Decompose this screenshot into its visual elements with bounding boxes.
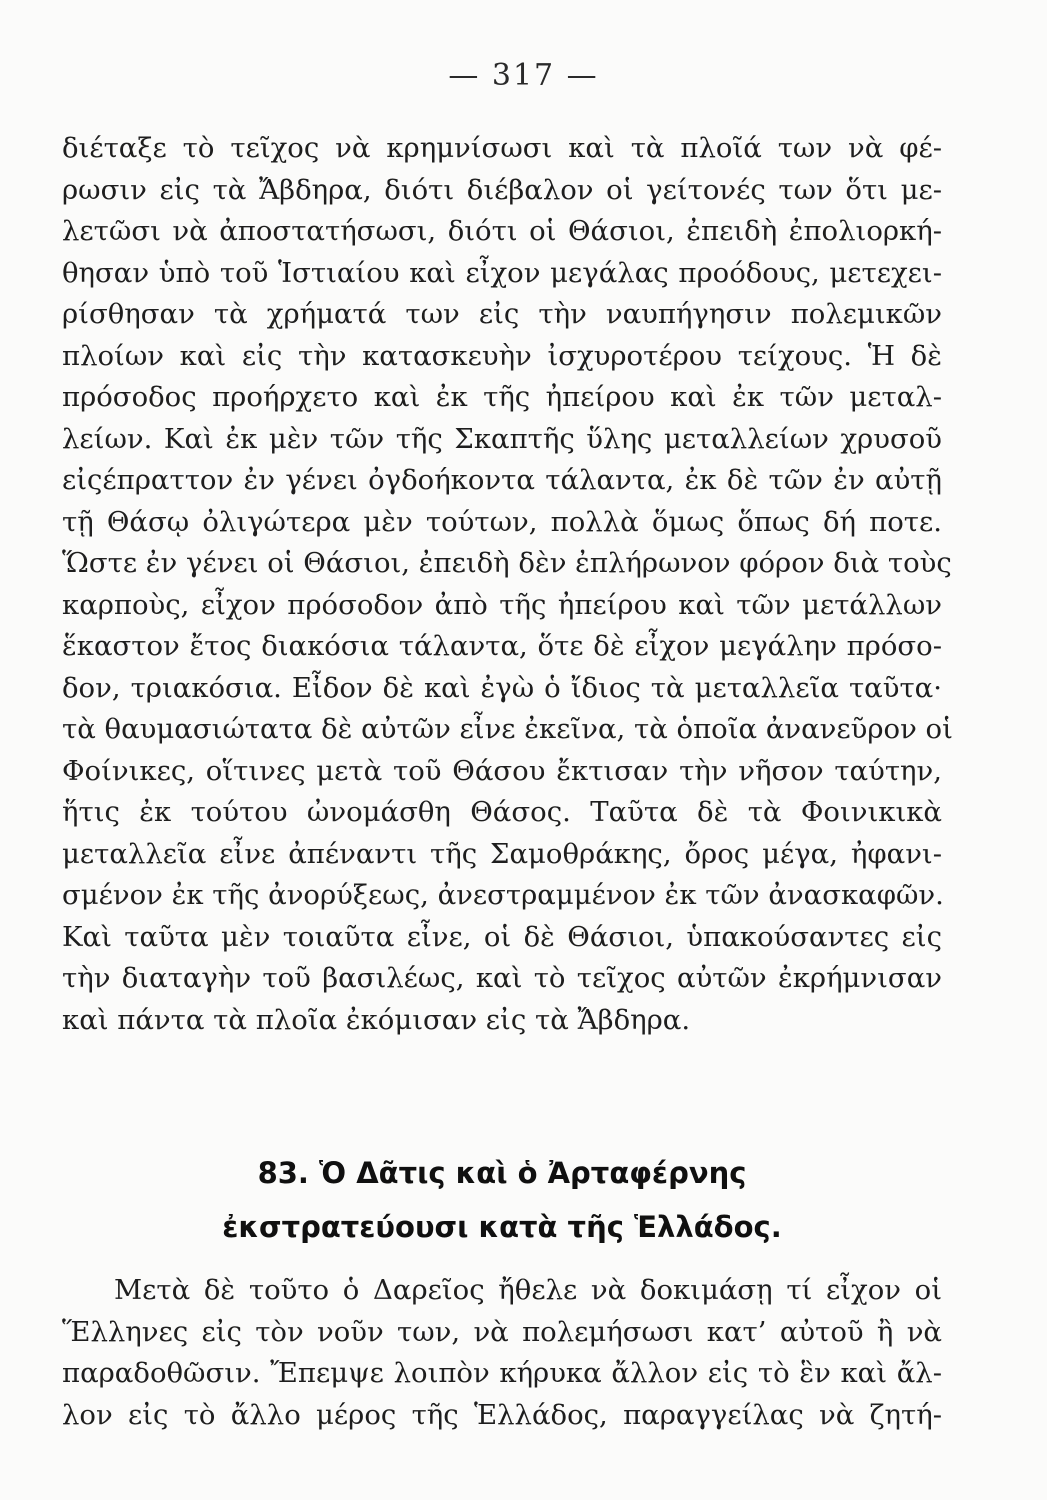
text-line: ἕκαστον ἔτος διακόσια τάλαντα, ὅτε δὲ εἶχον μεγάλην πρόσο- — [62, 630, 942, 662]
paragraph-1 — [62, 128, 953, 1041]
text-line: Καὶ ταῦτα μὲν τοιαῦτα εἶνε, οἱ δὲ Θάσιοι, ὑπακούσαντες εἰς — [62, 920, 942, 953]
text-line: λον εἰς τὸ ἄλλο μέρος τῆς Ἑλλάδος, παραγγείλας νὰ ζητή- — [62, 1398, 942, 1431]
text-line: θησαν ὑπὸ τοῦ Ἱστιαίου καὶ εἶχον μεγάλας προόδους, μετεχει- — [62, 256, 942, 289]
section-heading-line-2: ἐκστρατεύουσι κατὰ τῆς Ἑλλάδος. — [222, 1210, 782, 1244]
text-line: Μετὰ δὲ τοῦτο ὁ Δαρεῖος ἤθελε νὰ δοκιμάσῃ τί εἶχον οἱ — [114, 1274, 942, 1306]
text-line: δον, τριακόσια. Εἶδον δὲ καὶ ἐγὼ ὁ ἴδιος τὰ μεταλλεῖα ταῦτα· — [62, 671, 942, 704]
text-line: ρίσθησαν τὰ χρήματά των εἰς τὴν ναυπήγησιν πολεμικῶν — [62, 298, 942, 330]
text-line: ρωσιν εἰς τὰ Ἄβδηρα, διότι διέβαλον οἱ γείτονές των ὅτι με- — [62, 173, 942, 206]
text-line: Ἕλληνες εἰς τὸν νοῦν των, νὰ πολεμήσωσι κατ’ αὐτοῦ ἢ νὰ — [62, 1315, 942, 1348]
text-line: Ὥστε ἐν γένει οἱ Θάσιοι, ἐπειδὴ δὲν ἐπλήρωνον φόρον διὰ τοὺς — [62, 547, 952, 579]
section-heading — [62, 1146, 942, 1254]
text-line: σμένον ἐκ τῆς ἀνορύξεως, ἀνεστραμμένον ἐκ τῶν ἀνασκαφῶν. — [62, 879, 944, 911]
section-heading-line-1: 83. Ὁ Δᾶτις καὶ ὁ Ἀρταφέρνης — [257, 1156, 747, 1190]
text-line: Φοίνικες, οἵτινες μετὰ τοῦ Θάσου ἔκτισαν τὴν νῆσον ταύτην, — [62, 754, 942, 787]
text-line: καὶ πάντα τὰ πλοῖα ἐκόμισαν εἰς τὰ Ἄβδηρα. — [62, 1003, 691, 1036]
page-number: — 317 — — [448, 58, 599, 93]
paragraph-2 — [62, 1270, 942, 1436]
text-line: παραδοθῶσιν. Ἔπεμψε λοιπὸν κήρυκα ἄλλον εἰς τὸ ἓν καὶ ἄλ- — [62, 1357, 942, 1389]
text-line: τῇ Θάσῳ ὀλιγώτερα μὲν τούτων, πολλὰ ὅμως ὅπως δή ποτε. — [62, 505, 942, 538]
text-line: καρποὺς, εἶχον πρόσοδον ἀπὸ τῆς ἠπείρου καὶ τῶν μετάλλων — [62, 588, 942, 621]
text-line: εἰςέπραττον ἐν γένει ὀγδοήκοντα τάλαντα, ἐκ δὲ τῶν ἐν αὐτῇ — [62, 464, 942, 496]
text-line: πλοίων καὶ εἰς τὴν κατασκευὴν ἰσχυροτέρου τείχους. Ἡ δὲ — [62, 339, 942, 372]
text-line: διέταξε τὸ τεῖχος νὰ κρημνίσωσι καὶ τὰ πλοῖά των νὰ φέ- — [62, 132, 942, 164]
text-line: ἥτις ἐκ τούτου ὠνομάσθη Θάσος. Ταῦτα δὲ τὰ Φοινικικὰ — [62, 796, 942, 828]
text-line: μεταλλεῖα εἶνε ἀπέναντι τῆς Σαμοθράκης, ὄρος μέγα, ἠφανι- — [62, 837, 942, 870]
text-line: τὰ θαυμασιώτατα δὲ αὐτῶν εἶνε ἐκεῖνα, τὰ ὁποῖα ἀνανεῦρον οἱ — [62, 713, 953, 745]
text-line: λείων. Καὶ ἐκ μὲν τῶν τῆς Σκαπτῆς ὕλης μεταλλείων χρυσοῦ — [62, 422, 942, 455]
text-line: τὴν διαταγὴν τοῦ βασιλέως, καὶ τὸ τεῖχος αὐτῶν ἐκρήμνισαν — [62, 962, 942, 994]
text-line: λετῶσι νὰ ἀποστατήσωσι, διότι οἱ Θάσιοι, ἐπειδὴ ἐπολιορκή- — [62, 215, 942, 247]
text-line: πρόσοδος προήρχετο καὶ ἐκ τῆς ἠπείρου καὶ ἐκ τῶν μεταλ- — [62, 381, 942, 413]
